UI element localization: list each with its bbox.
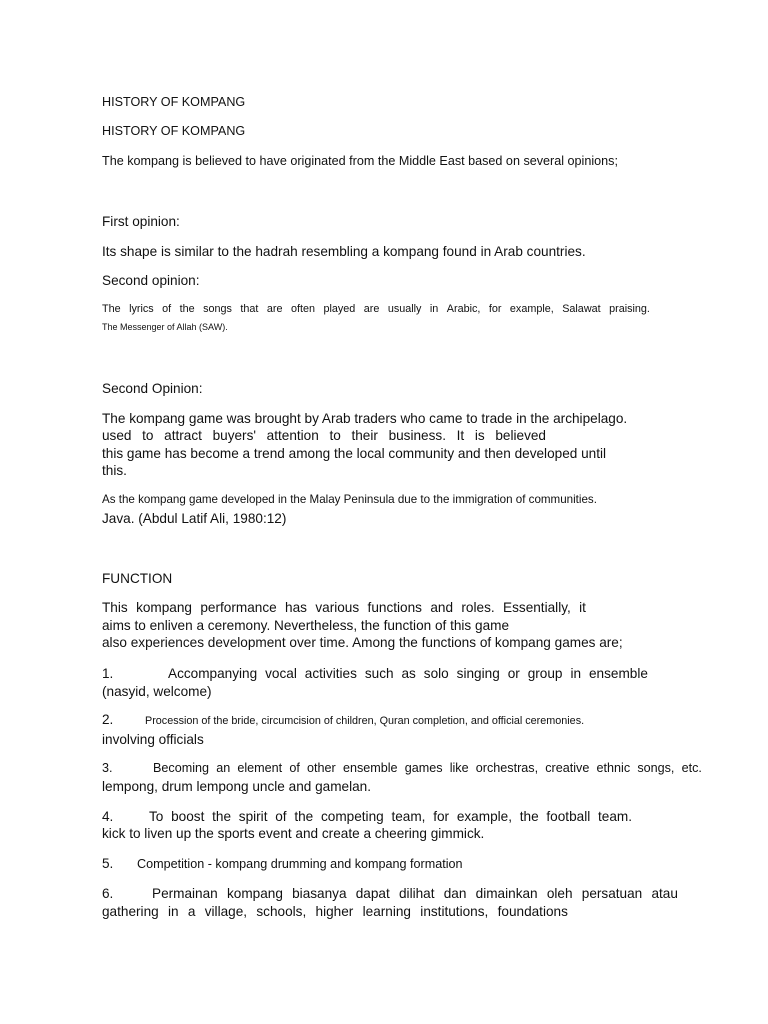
- word: It: [456, 428, 465, 443]
- function-heading: FUNCTION: [102, 571, 173, 586]
- word: buyers': [212, 428, 256, 443]
- word: functions: [367, 600, 422, 615]
- second-opinion-b-line: this game has become a trend among the local community and then developed until: [102, 446, 607, 461]
- word: institutions,: [420, 904, 489, 919]
- item-text: [153, 760, 702, 778]
- document-title-repeat: HISTORY OF KOMPANG: [102, 124, 246, 138]
- word: the: [294, 809, 314, 824]
- word: as: [401, 666, 416, 681]
- word: ensemble: [342, 761, 398, 775]
- item-number: 5.: [102, 856, 114, 871]
- word: example,: [509, 303, 554, 315]
- word: orchestras,: [475, 761, 539, 775]
- item-text: Procession of the bride, circumcision of children, Quran completion, and official ceremonies.: [145, 715, 585, 727]
- second-opinion-b-line: this.: [102, 463, 127, 478]
- item-text: [152, 885, 678, 903]
- word: higher: [315, 904, 354, 919]
- word: group: [527, 666, 563, 681]
- word: is: [474, 428, 485, 443]
- word: learning: [362, 904, 411, 919]
- second-opinion-heading: Second opinion:: [102, 273, 200, 288]
- item-continuation: involving officials: [102, 732, 204, 747]
- document-title: HISTORY OF KOMPANG: [102, 95, 246, 109]
- item-continuation: [102, 903, 568, 921]
- word: boost: [171, 809, 205, 824]
- word: To: [149, 809, 164, 824]
- word: This: [102, 600, 128, 615]
- function-item-5: [102, 855, 463, 874]
- item-text: [149, 808, 632, 826]
- word: it: [579, 600, 586, 615]
- word: kompang: [226, 886, 283, 901]
- word: to: [142, 428, 154, 443]
- word: songs: [203, 303, 232, 315]
- word: biasanya: [292, 886, 347, 901]
- first-opinion-text: Its shape is similar to the hadrah resembling a kompang found in Arab countries.: [102, 244, 586, 259]
- word: Accompanying: [168, 666, 258, 681]
- word: kompang: [136, 600, 192, 615]
- word: has: [285, 600, 307, 615]
- intro-paragraph: The kompang is believed to have originated from the Middle East based on several opinions;: [102, 154, 618, 168]
- word: Salawat: [562, 303, 601, 315]
- word: are: [266, 303, 283, 315]
- word: that: [240, 303, 259, 315]
- word: singing: [456, 666, 500, 681]
- word: schools,: [256, 904, 307, 919]
- word: persatuan: [581, 886, 643, 901]
- word: village,: [204, 904, 248, 919]
- word: ensemble: [588, 666, 648, 681]
- word: games: [404, 761, 443, 775]
- word: other: [307, 761, 336, 775]
- word: spirit: [238, 809, 268, 824]
- word: oleh: [546, 886, 573, 901]
- word: Becoming: [153, 761, 210, 775]
- function-intro-line: also experiences development over time. Among the functions of kompang games are;: [102, 635, 623, 650]
- word: vocal: [265, 666, 297, 681]
- word: atau: [651, 886, 678, 901]
- item-number: 2.: [102, 712, 114, 727]
- second-opinion-line: [102, 301, 650, 319]
- word: performance: [200, 600, 277, 615]
- word: element: [237, 761, 283, 775]
- item-continuation: (nasyid, welcome): [102, 684, 212, 699]
- word: the: [519, 809, 539, 824]
- word: songs,: [637, 761, 675, 775]
- word: dimainkan: [475, 886, 538, 901]
- word: The: [102, 303, 121, 315]
- item-continuation: kick to liven up the sports event and create a cheering gimmick.: [102, 826, 485, 841]
- word: believed: [495, 428, 546, 443]
- word: dan: [443, 886, 467, 901]
- word: gathering: [102, 904, 159, 919]
- function-intro-line: [102, 599, 586, 617]
- item-continuation: lempong, drum lempong uncle and gamelan.: [102, 779, 372, 794]
- word: an: [216, 761, 231, 775]
- peninsula-line: As the kompang game developed in the Malay Peninsula due to the immigration of communities.: [102, 493, 597, 506]
- word: Essentially,: [503, 600, 571, 615]
- word: the: [179, 303, 195, 315]
- second-opinion-line: The Messenger of Allah (SAW).: [102, 322, 228, 332]
- first-opinion-heading: First opinion:: [102, 214, 180, 229]
- word: ethnic: [596, 761, 631, 775]
- word: played: [323, 303, 356, 315]
- word: for: [433, 809, 450, 824]
- word: dilihat: [399, 886, 435, 901]
- function-item-3: [102, 760, 702, 778]
- word: and: [430, 600, 454, 615]
- word: competing: [320, 809, 384, 824]
- item-number: 1.: [102, 666, 114, 681]
- word: team.: [598, 809, 632, 824]
- word: lyrics: [129, 303, 154, 315]
- word: of: [289, 761, 300, 775]
- word: dapat: [355, 886, 390, 901]
- word: for: [488, 303, 502, 315]
- second-opinion-b-heading: Second Opinion:: [102, 381, 203, 396]
- item-text: Competition - kompang drumming and kompang formation: [137, 857, 463, 871]
- second-opinion-b-line: [102, 427, 546, 445]
- word: are: [363, 303, 380, 315]
- word: used: [102, 428, 132, 443]
- word: in: [167, 904, 179, 919]
- word: Arabic,: [446, 303, 481, 315]
- word: a: [187, 904, 196, 919]
- word: praising.: [609, 303, 650, 315]
- word: example,: [456, 809, 512, 824]
- word: such: [364, 666, 394, 681]
- word: foundations: [497, 904, 568, 919]
- word: like: [449, 761, 469, 775]
- word: the: [212, 809, 232, 824]
- function-item-4: [102, 808, 632, 826]
- word: in: [429, 303, 439, 315]
- word: to: [329, 428, 341, 443]
- word: usually: [387, 303, 422, 315]
- peninsula-citation: Java. (Abdul Latif Ali, 1980:12): [102, 511, 287, 526]
- item-number: 3.: [102, 761, 113, 775]
- word: creative: [545, 761, 590, 775]
- word: their: [351, 428, 378, 443]
- function-item-1: [102, 665, 648, 683]
- word: activities: [304, 666, 357, 681]
- word: attention: [266, 428, 319, 443]
- word: of: [162, 303, 172, 315]
- word: etc.: [681, 761, 702, 775]
- word: solo: [423, 666, 449, 681]
- word: roles.: [461, 600, 495, 615]
- item-number: 6.: [102, 886, 114, 901]
- word: of: [275, 809, 287, 824]
- word: football: [546, 809, 591, 824]
- item-text: [168, 665, 648, 683]
- item-number: 4.: [102, 809, 114, 824]
- word: various: [315, 600, 360, 615]
- function-intro-line: aims to enliven a ceremony. Nevertheless, the function of this game: [102, 618, 510, 633]
- word: or: [507, 666, 520, 681]
- word: often: [290, 303, 315, 315]
- word: in: [570, 666, 582, 681]
- second-opinion-b-line: The kompang game was brought by Arab traders who came to trade in the archipelago.: [102, 411, 628, 426]
- word: team,: [391, 809, 426, 824]
- word: attract: [164, 428, 202, 443]
- word: Permainan: [152, 886, 218, 901]
- function-item-2: [102, 711, 584, 731]
- function-item-6: [102, 885, 678, 903]
- word: business.: [388, 428, 446, 443]
